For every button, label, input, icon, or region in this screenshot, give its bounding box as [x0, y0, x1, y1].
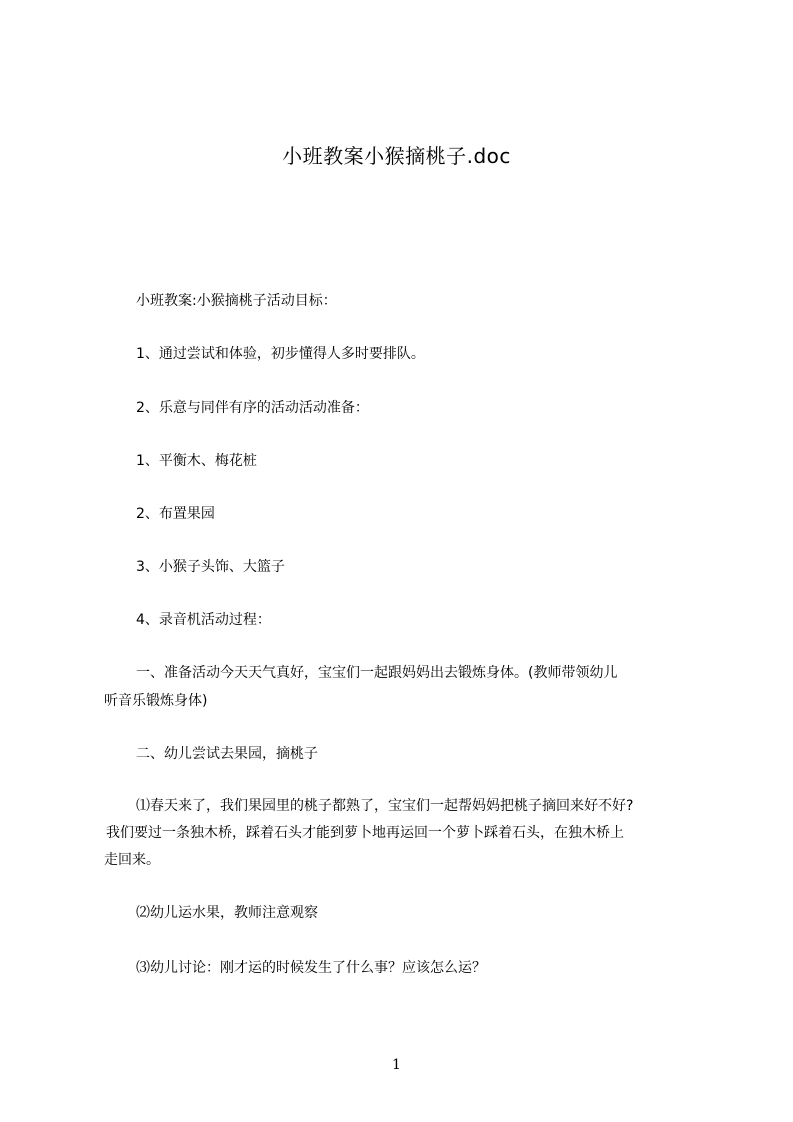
paragraph-prep-1: 1、平衡木、梅花桩 — [136, 453, 257, 469]
paragraph-step-2-1-line-3: 走回来。 — [104, 852, 160, 868]
paragraph-step-1-line-1: 一、准备活动今天天气真好，宝宝们一起跟妈妈出去锻炼身体。(教师带领幼儿 — [136, 665, 618, 681]
paragraph-step-2-3: ⑶幼儿讨论：刚才运的时候发生了什么事？应该怎么运？ — [136, 960, 486, 976]
paragraph-step-1-line-2: 听音乐锻炼身体) — [104, 693, 208, 709]
paragraph-objective-1: 1、通过尝试和体验，初步懂得人多时要排队。 — [136, 346, 425, 362]
paragraph-step-2-2: ⑵幼儿运水果，教师注意观察 — [136, 905, 318, 921]
paragraph-objective-2: 2、乐意与同伴有序的活动活动准备： — [136, 400, 369, 416]
paragraph-step-2-1-line-2: 我们要过一条独木桥，踩着石头才能到萝卜地再运回一个萝卜踩着石头，在独木桥上 — [106, 825, 624, 841]
paragraph-objectives-heading: 小班教案:小猴摘桃子活动目标： — [136, 293, 337, 309]
document-title: 小班教案小猴摘桃子.doc — [282, 144, 511, 168]
paragraph-step-2: 二、幼儿尝试去果园，摘桃子 — [136, 746, 318, 762]
paragraph-prep-2: 2、布置果园 — [136, 506, 215, 522]
paragraph-prep-3: 3、小猴子头饰、大篮子 — [136, 559, 285, 575]
paragraph-prep-4: 4、录音机活动过程： — [136, 612, 271, 628]
paragraph-step-2-1-line-1: ⑴春天来了，我们果园里的桃子都熟了，宝宝们一起帮妈妈把桃子摘回来好不好? — [136, 798, 634, 814]
page-number: 1 — [392, 1057, 401, 1073]
